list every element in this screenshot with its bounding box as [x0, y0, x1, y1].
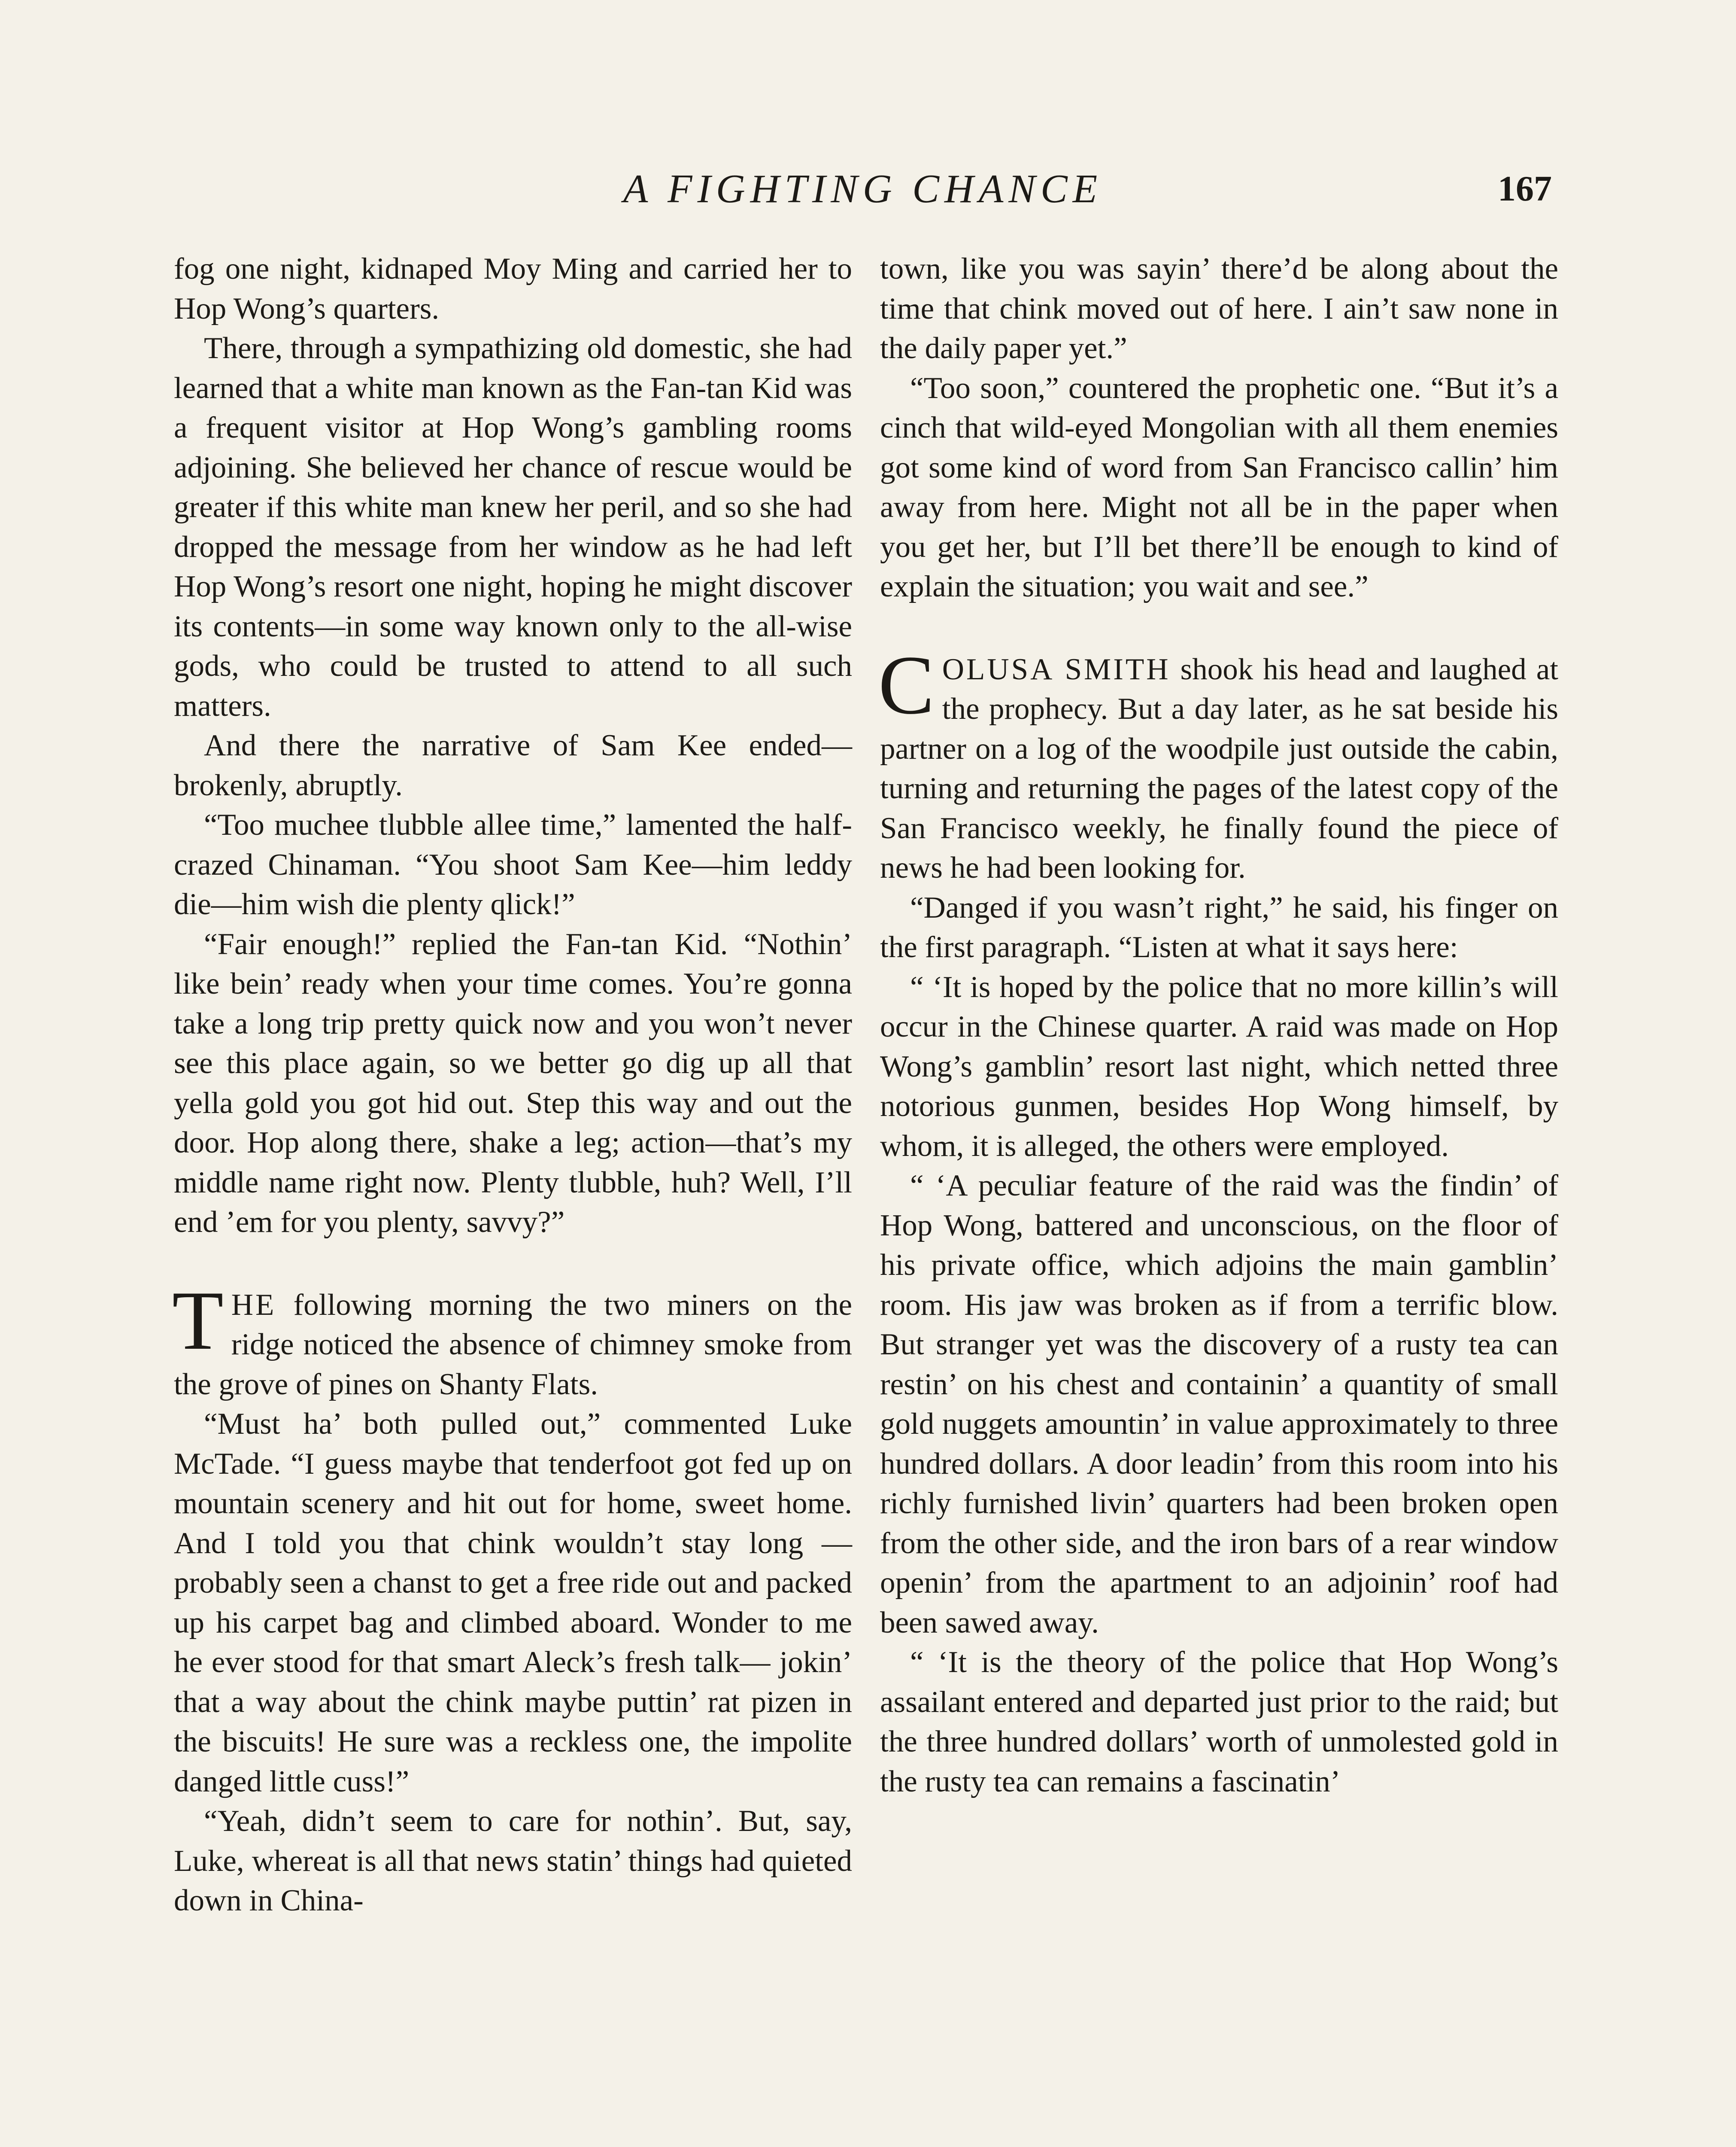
paragraph: town, like you was sayin’ there’d be along about the time that chink moved out of here. I ain’t saw none in the daily paper yet.”: [880, 252, 1558, 365]
running-title: A FIGHTING CHANCE: [623, 167, 1103, 211]
paragraph: fog one night, kidnaped Moy Ming and carried her to Hop Wong’s quarters.: [174, 252, 852, 325]
paragraph: “Fair enough!” replied the Fan-tan Kid. “Nothin’ like bein’ ready when your time comes. You’re gonna take a long trip pretty quick now and you won’t never see this place again, so we better go dig up all that yella gold you got hid out. Step this way and out the door. Hop along there, shake a leg; action—that’s my middle name right now. Plenty tlubble, huh? Well, I’ll end ’em for you plenty, savvy?”: [174, 927, 852, 1239]
paragraph: “Danged if you wasn’t right,” he said, his finger on the first paragraph. “Listen at what it says here:: [880, 891, 1558, 964]
section-opening-paragraph: [878, 638, 1558, 888]
paragraph: “Yeah, didn’t seem to care for nothin’. But, say, Luke, whereat is all that news statin’ things had quieted down in China-: [174, 1804, 852, 1917]
paragraph: “Must ha’ both pulled out,” commented Luke McTade. “I guess maybe that tenderfoot got fed up on mountain scenery and hit out for home, sweet home. And I told you that chink wouldn’t stay long —probably seen a chanst to get a free ride out and packed up his carpet bag and climbed aboard. Wonder to me he ever stood for that smart Aleck’s fresh talk— jokin’ that a way about the chink maybe puttin’ rat pizen in the biscuits! He sure was a reckless one, the impolite danged little cuss!”: [174, 1407, 852, 1798]
paragraph: “ ‘It is hoped by the police that no more killin’s will occur in the Chinese quarter. A raid was made on Hop Wong’s gamblin’ resort last night, which netted three notorious gunmen, besides Hop Wong himself, by whom, it is alleged, the others were employed.: [880, 970, 1558, 1163]
paragraph: “Too muchee tlubble allee time,” lamented the half-crazed Chinaman. “You shoot Sam Kee—him leddy die—him wish die plenty qlick!”: [174, 808, 852, 921]
section-opening-text: shook his head and laughed at the prophecy. But a day later, as he sat beside his partner on a log of the woodpile just outside the cabin, turning and returning the pages of the latest copy of the San Francisco weekly, he finally found the piece of news he had been looking for.: [880, 652, 1558, 885]
lead-in-caps: OLUSA SMITH: [942, 652, 1171, 686]
lead-in-caps: HE: [231, 1288, 276, 1322]
left-column: [174, 249, 852, 1921]
paragraph: And there the narrative of Sam Kee ended—brokenly, abruptly.: [174, 729, 852, 802]
section-opening-paragraph: [172, 1274, 852, 1405]
paragraph: “ ‘It is the theory of the police that Hop Wong’s assailant entered and departed just prior to the raid; but the three hundred dollars’ worth of unmolested gold in the rusty tea can remains a fascinatin’: [880, 1645, 1558, 1798]
drop-cap: T: [172, 1274, 224, 1367]
paragraph: “Too soon,” countered the prophetic one. “But it’s a cinch that wild-eyed Mongolian with all them enemies got some kind of word from San Francisco callin’ him away from here. Might not all be in the paper when you get her, but I’ll bet there’ll be enough to kind of explain the situation; you wait and see.”: [880, 371, 1558, 603]
paragraph: “ ‘A peculiar feature of the raid was the findin’ of Hop Wong, battered and unconscious, on the floor of his private office, which adjoins the main gamblin’ room. His jaw was broken as if from a terrific blow. But stranger yet was the discovery of a rusty tea can restin’ on his chest and containin’ a quantity of small gold nuggets amountin’ in value approximately to three hundred dollars. A door leadin’ from this room into his richly furnished livin’ quarters had been broken open from the other side, and the iron bars of a rear window openin’ from the apartment to an adjoinin’ roof had been sawed away.: [880, 1169, 1558, 1639]
running-header: [174, 165, 1552, 217]
drop-cap: C: [878, 638, 935, 732]
right-column: [880, 249, 1558, 1801]
paragraph: There, through a sympathizing old domestic, she had learned that a white man known as the Fan-tan Kid was a frequent visitor at Hop Wong’s gambling rooms adjoining. She believed her chance of rescue would be greater if this white man knew her peril, and so she had dropped the message from her window as he had left Hop Wong’s resort one night, hoping he might discover its contents—in some way known only to the all-wise gods, who could be trusted to attend to all such matters.: [174, 331, 852, 723]
page-number: 167: [1498, 169, 1552, 209]
section-opening-text: following morning the two miners on the ridge noticed the absence of chimney smoke from the grove of pines on Shanty Flats.: [174, 1288, 852, 1401]
